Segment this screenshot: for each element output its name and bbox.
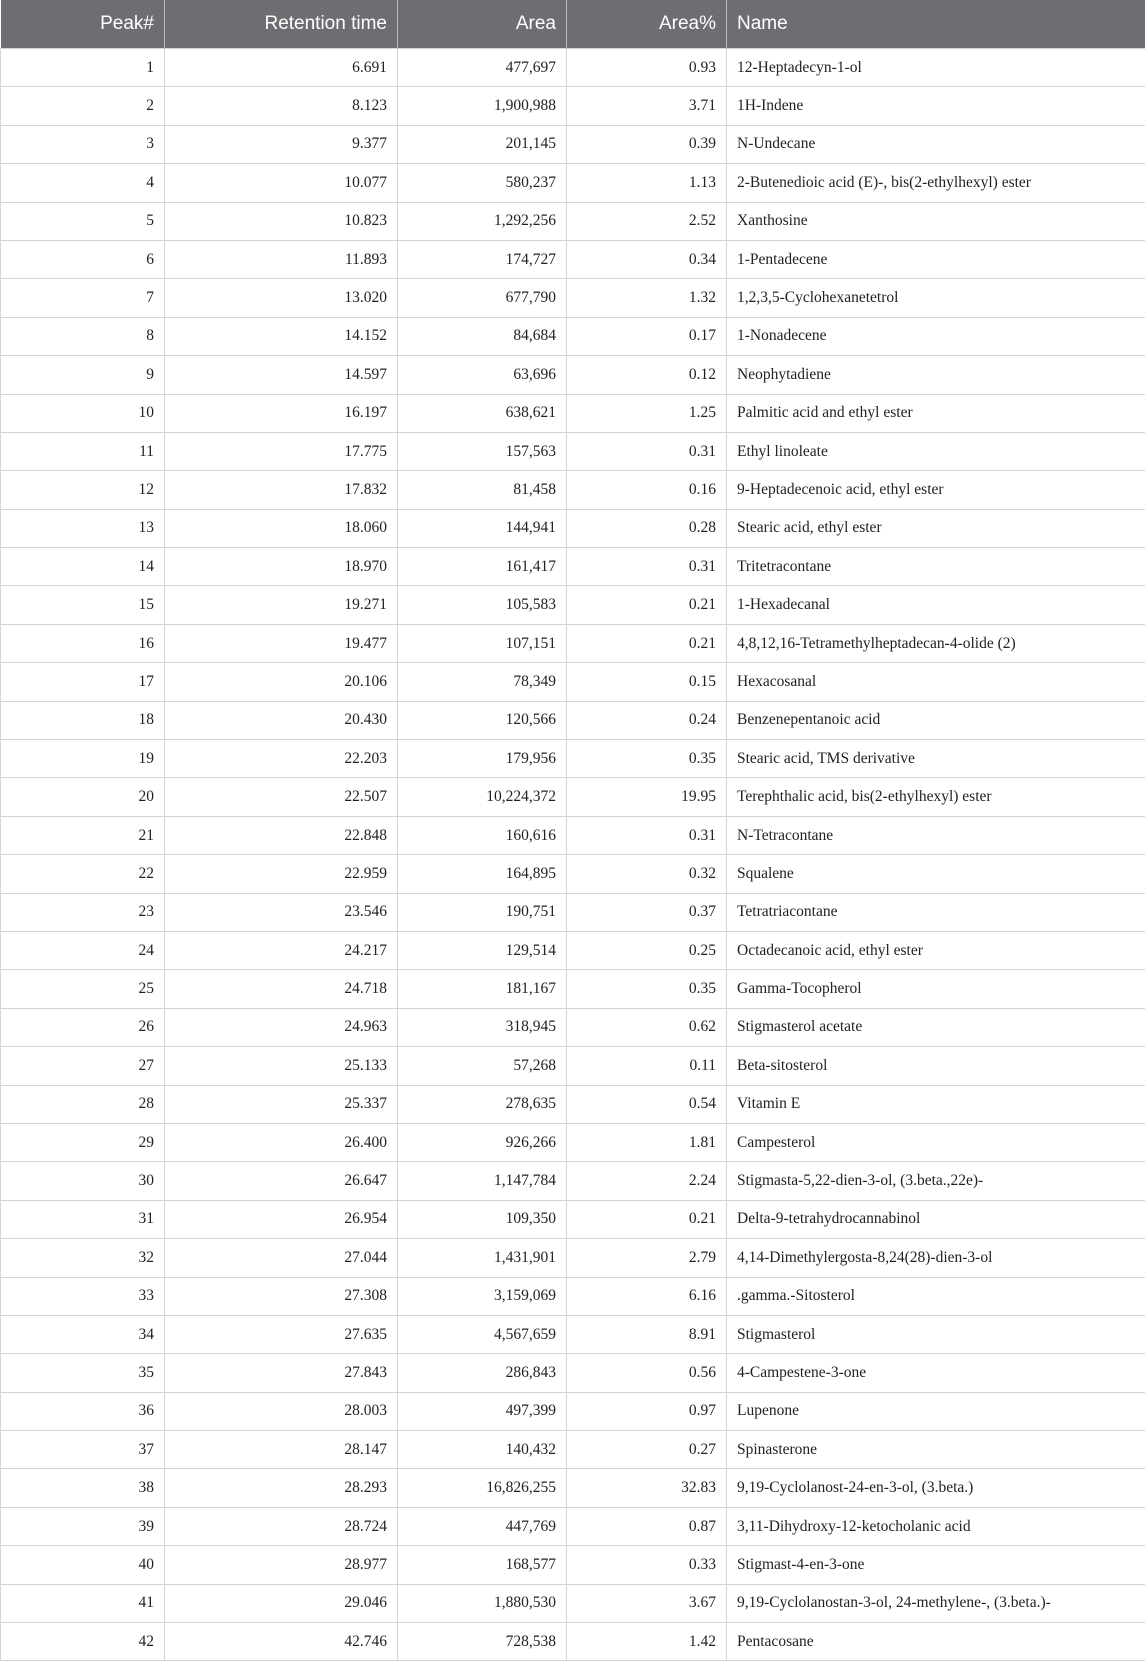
cell-peak: 22 <box>1 855 165 893</box>
table-row <box>1 931 1145 969</box>
cell-peak: 30 <box>1 1162 165 1200</box>
cell-area-percent: 19.95 <box>567 778 727 816</box>
cell-peak: 25 <box>1 970 165 1008</box>
cell-area: 278,635 <box>398 1085 567 1123</box>
cell-peak: 23 <box>1 893 165 931</box>
cell-peak: 34 <box>1 1315 165 1353</box>
cell-retention-time: 42.746 <box>165 1623 398 1661</box>
cell-area: 105,583 <box>398 586 567 624</box>
cell-peak: 31 <box>1 1200 165 1238</box>
cell-area: 1,147,784 <box>398 1162 567 1200</box>
table-row <box>1 240 1145 278</box>
cell-peak: 40 <box>1 1546 165 1584</box>
cell-name: Spinasterone <box>727 1431 1145 1469</box>
cell-peak: 13 <box>1 509 165 547</box>
cell-peak: 17 <box>1 663 165 701</box>
cell-name: Gamma-Tocopherol <box>727 970 1145 1008</box>
cell-area: 57,268 <box>398 1047 567 1085</box>
cell-area-percent: 0.28 <box>567 509 727 547</box>
table-row <box>1 1392 1145 1430</box>
cell-area: 107,151 <box>398 624 567 662</box>
cell-name: Terephthalic acid, bis(2-ethylhexyl) ester <box>727 778 1145 816</box>
cell-peak: 24 <box>1 931 165 969</box>
cell-retention-time: 24.963 <box>165 1008 398 1046</box>
table-row <box>1 663 1145 701</box>
cell-peak: 7 <box>1 279 165 317</box>
cell-peak: 21 <box>1 816 165 854</box>
cell-area-percent: 0.16 <box>567 471 727 509</box>
cell-retention-time: 22.959 <box>165 855 398 893</box>
cell-retention-time: 26.647 <box>165 1162 398 1200</box>
cell-area-percent: 0.87 <box>567 1507 727 1545</box>
cell-area-percent: 0.56 <box>567 1354 727 1392</box>
cell-name: .gamma.-Sitosterol <box>727 1277 1145 1315</box>
cell-area: 1,292,256 <box>398 202 567 240</box>
cell-peak: 15 <box>1 586 165 624</box>
cell-name: Squalene <box>727 855 1145 893</box>
table-row <box>1 1584 1145 1622</box>
cell-area: 1,880,530 <box>398 1584 567 1622</box>
table-row <box>1 1162 1145 1200</box>
cell-name: 3,11-Dihydroxy-12-ketocholanic acid <box>727 1507 1145 1545</box>
cell-peak: 1 <box>1 49 165 87</box>
cell-area-percent: 0.54 <box>567 1085 727 1123</box>
table-row <box>1 432 1145 470</box>
cell-area: 580,237 <box>398 164 567 202</box>
cell-area-percent: 1.42 <box>567 1623 727 1661</box>
cell-area-percent: 1.25 <box>567 394 727 432</box>
cell-peak: 27 <box>1 1047 165 1085</box>
cell-area-percent: 0.32 <box>567 855 727 893</box>
cell-area-percent: 0.97 <box>567 1392 727 1430</box>
cell-area-percent: 2.24 <box>567 1162 727 1200</box>
cell-name: Octadecanoic acid, ethyl ester <box>727 931 1145 969</box>
cell-area: 129,514 <box>398 931 567 969</box>
cell-area: 179,956 <box>398 740 567 778</box>
cell-area-percent: 2.52 <box>567 202 727 240</box>
cell-name: 4,14-Dimethylergosta-8,24(28)-dien-3-ol <box>727 1239 1145 1277</box>
cell-retention-time: 23.546 <box>165 893 398 931</box>
cell-retention-time: 28.977 <box>165 1546 398 1584</box>
table-header <box>1 0 1145 49</box>
table-row <box>1 816 1145 854</box>
cell-area: 286,843 <box>398 1354 567 1392</box>
cell-retention-time: 20.430 <box>165 701 398 739</box>
cell-area-percent: 0.15 <box>567 663 727 701</box>
cell-name: N-Undecane <box>727 125 1145 163</box>
table-row <box>1 624 1145 662</box>
cell-name: 1H-Indene <box>727 87 1145 125</box>
cell-retention-time: 27.044 <box>165 1239 398 1277</box>
cell-area-percent: 2.79 <box>567 1239 727 1277</box>
cell-name: 1,2,3,5-Cyclohexanetetrol <box>727 279 1145 317</box>
cell-retention-time: 19.477 <box>165 624 398 662</box>
table-row <box>1 279 1145 317</box>
table-row <box>1 1507 1145 1545</box>
cell-retention-time: 26.400 <box>165 1123 398 1161</box>
cell-retention-time: 28.724 <box>165 1507 398 1545</box>
cell-area-percent: 0.34 <box>567 240 727 278</box>
cell-name: Vitamin E <box>727 1085 1145 1123</box>
cell-retention-time: 9.377 <box>165 125 398 163</box>
cell-retention-time: 16.197 <box>165 394 398 432</box>
cell-area-percent: 0.31 <box>567 816 727 854</box>
cell-area: 4,567,659 <box>398 1315 567 1353</box>
header-row <box>1 0 1145 49</box>
cell-area-percent: 0.24 <box>567 701 727 739</box>
table-row <box>1 1431 1145 1469</box>
cell-area-percent: 0.62 <box>567 1008 727 1046</box>
cell-peak: 2 <box>1 87 165 125</box>
cell-peak: 29 <box>1 1123 165 1161</box>
cell-retention-time: 10.077 <box>165 164 398 202</box>
cell-peak: 9 <box>1 356 165 394</box>
cell-name: 9,19-Cyclolanostan-3-ol, 24-methylene-, (3.beta.)- <box>727 1584 1145 1622</box>
cell-area-percent: 1.13 <box>567 164 727 202</box>
cell-area: 677,790 <box>398 279 567 317</box>
cell-peak: 3 <box>1 125 165 163</box>
cell-area-percent: 3.71 <box>567 87 727 125</box>
cell-area-percent: 0.27 <box>567 1431 727 1469</box>
table-row <box>1 740 1145 778</box>
cell-area-percent: 0.37 <box>567 893 727 931</box>
cell-name: Stigmasterol <box>727 1315 1145 1353</box>
cell-area: 477,697 <box>398 49 567 87</box>
cell-name: Lupenone <box>727 1392 1145 1430</box>
cell-name: Palmitic acid and ethyl ester <box>727 394 1145 432</box>
table-row <box>1 164 1145 202</box>
table-row <box>1 701 1145 739</box>
cell-area-percent: 0.39 <box>567 125 727 163</box>
cell-peak: 20 <box>1 778 165 816</box>
cell-retention-time: 18.970 <box>165 548 398 586</box>
cell-name: 2-Butenedioic acid (E)-, bis(2-ethylhexyl) ester <box>727 164 1145 202</box>
cell-retention-time: 25.337 <box>165 1085 398 1123</box>
cell-peak: 19 <box>1 740 165 778</box>
table-row <box>1 1085 1145 1123</box>
table-row <box>1 356 1145 394</box>
cell-area-percent: 0.93 <box>567 49 727 87</box>
cell-area: 164,895 <box>398 855 567 893</box>
table-row <box>1 855 1145 893</box>
cell-area-percent: 0.31 <box>567 432 727 470</box>
cell-retention-time: 27.635 <box>165 1315 398 1353</box>
cell-name: Tetratriacontane <box>727 893 1145 931</box>
cell-name: 4,8,12,16-Tetramethylheptadecan-4-olide (2) <box>727 624 1145 662</box>
cell-area: 161,417 <box>398 548 567 586</box>
header-name: Name <box>727 0 1145 49</box>
header-area-percent: Area% <box>567 0 727 49</box>
table-row <box>1 1200 1145 1238</box>
cell-name: Neophytadiene <box>727 356 1145 394</box>
cell-area: 638,621 <box>398 394 567 432</box>
cell-peak: 4 <box>1 164 165 202</box>
cell-area: 109,350 <box>398 1200 567 1238</box>
cell-area-percent: 0.21 <box>567 586 727 624</box>
cell-area-percent: 0.35 <box>567 970 727 1008</box>
cell-retention-time: 11.893 <box>165 240 398 278</box>
cell-peak: 32 <box>1 1239 165 1277</box>
cell-name: Pentacosane <box>727 1623 1145 1661</box>
table-row <box>1 1123 1145 1161</box>
cell-name: 12-Heptadecyn-1-ol <box>727 49 1145 87</box>
cell-peak: 35 <box>1 1354 165 1392</box>
cell-retention-time: 24.217 <box>165 931 398 969</box>
header-area: Area <box>398 0 567 49</box>
cell-name: Tritetracontane <box>727 548 1145 586</box>
cell-area: 1,900,988 <box>398 87 567 125</box>
cell-name: Beta-sitosterol <box>727 1047 1145 1085</box>
cell-area: 10,224,372 <box>398 778 567 816</box>
cell-name: Xanthosine <box>727 202 1145 240</box>
cell-area-percent: 0.12 <box>567 356 727 394</box>
cell-area: 447,769 <box>398 1507 567 1545</box>
cell-area: 728,538 <box>398 1623 567 1661</box>
cell-name: 1-Pentadecene <box>727 240 1145 278</box>
cell-peak: 38 <box>1 1469 165 1507</box>
cell-name: Hexacosanal <box>727 663 1145 701</box>
table-row <box>1 1277 1145 1315</box>
cell-peak: 26 <box>1 1008 165 1046</box>
table-row <box>1 317 1145 355</box>
cell-name: 9-Heptadecenoic acid, ethyl ester <box>727 471 1145 509</box>
cell-peak: 10 <box>1 394 165 432</box>
cell-area: 144,941 <box>398 509 567 547</box>
cell-name: Stearic acid, ethyl ester <box>727 509 1145 547</box>
cell-retention-time: 22.848 <box>165 816 398 854</box>
cell-area-percent: 32.83 <box>567 1469 727 1507</box>
cell-area-percent: 0.11 <box>567 1047 727 1085</box>
cell-retention-time: 18.060 <box>165 509 398 547</box>
cell-area: 318,945 <box>398 1008 567 1046</box>
cell-retention-time: 28.003 <box>165 1392 398 1430</box>
cell-retention-time: 22.203 <box>165 740 398 778</box>
table-row <box>1 970 1145 1008</box>
cell-retention-time: 20.106 <box>165 663 398 701</box>
cell-retention-time: 28.147 <box>165 1431 398 1469</box>
cell-area-percent: 0.31 <box>567 548 727 586</box>
cell-retention-time: 6.691 <box>165 49 398 87</box>
cell-area-percent: 0.25 <box>567 931 727 969</box>
cell-area-percent: 0.35 <box>567 740 727 778</box>
cell-peak: 14 <box>1 548 165 586</box>
cell-retention-time: 28.293 <box>165 1469 398 1507</box>
table-row <box>1 1469 1145 1507</box>
cell-area: 157,563 <box>398 432 567 470</box>
cell-name: Campesterol <box>727 1123 1145 1161</box>
cell-area: 190,751 <box>398 893 567 931</box>
cell-name: Stearic acid, TMS derivative <box>727 740 1145 778</box>
table-row <box>1 1315 1145 1353</box>
cell-name: 4-Campestene-3-one <box>727 1354 1145 1392</box>
table-row <box>1 49 1145 87</box>
cell-area: 497,399 <box>398 1392 567 1430</box>
table-row <box>1 87 1145 125</box>
cell-retention-time: 19.271 <box>165 586 398 624</box>
cell-area-percent: 8.91 <box>567 1315 727 1353</box>
cell-name: 1-Nonadecene <box>727 317 1145 355</box>
cell-area: 120,566 <box>398 701 567 739</box>
cell-area-percent: 1.81 <box>567 1123 727 1161</box>
cell-retention-time: 14.152 <box>165 317 398 355</box>
cell-peak: 6 <box>1 240 165 278</box>
cell-peak: 11 <box>1 432 165 470</box>
cell-area: 926,266 <box>398 1123 567 1161</box>
table-row <box>1 893 1145 931</box>
cell-name: Stigmast-4-en-3-one <box>727 1546 1145 1584</box>
table-body <box>1 49 1145 1661</box>
table-row <box>1 778 1145 816</box>
table-row <box>1 586 1145 624</box>
cell-retention-time: 27.308 <box>165 1277 398 1315</box>
table-row <box>1 471 1145 509</box>
cell-area: 160,616 <box>398 816 567 854</box>
cell-peak: 16 <box>1 624 165 662</box>
cell-name: N-Tetracontane <box>727 816 1145 854</box>
cell-retention-time: 8.123 <box>165 87 398 125</box>
cell-area: 168,577 <box>398 1546 567 1584</box>
cell-name: Benzenepentanoic acid <box>727 701 1145 739</box>
table-row <box>1 1623 1145 1661</box>
cell-area-percent: 1.32 <box>567 279 727 317</box>
header-peak: Peak# <box>1 0 165 49</box>
cell-area-percent: 0.17 <box>567 317 727 355</box>
cell-retention-time: 13.020 <box>165 279 398 317</box>
cell-area-percent: 3.67 <box>567 1584 727 1622</box>
cell-area: 84,684 <box>398 317 567 355</box>
table-row <box>1 509 1145 547</box>
cell-area: 63,696 <box>398 356 567 394</box>
cell-peak: 36 <box>1 1392 165 1430</box>
table-row <box>1 1008 1145 1046</box>
cell-area: 1,431,901 <box>398 1239 567 1277</box>
cell-retention-time: 17.775 <box>165 432 398 470</box>
cell-peak: 39 <box>1 1507 165 1545</box>
cell-retention-time: 10.823 <box>165 202 398 240</box>
cell-area-percent: 0.21 <box>567 1200 727 1238</box>
cell-area: 16,826,255 <box>398 1469 567 1507</box>
cell-peak: 28 <box>1 1085 165 1123</box>
cell-name: 1-Hexadecanal <box>727 586 1145 624</box>
cell-peak: 37 <box>1 1431 165 1469</box>
table-row <box>1 125 1145 163</box>
table-row <box>1 548 1145 586</box>
table-row <box>1 1354 1145 1392</box>
table-row <box>1 1239 1145 1277</box>
cell-area: 181,167 <box>398 970 567 1008</box>
cell-name: Ethyl linoleate <box>727 432 1145 470</box>
cell-peak: 12 <box>1 471 165 509</box>
cell-peak: 42 <box>1 1623 165 1661</box>
cell-retention-time: 14.597 <box>165 356 398 394</box>
cell-area-percent: 0.33 <box>567 1546 727 1584</box>
cell-name: 9,19-Cyclolanost-24-en-3-ol, (3.beta.) <box>727 1469 1145 1507</box>
cell-retention-time: 26.954 <box>165 1200 398 1238</box>
table-row <box>1 1047 1145 1085</box>
cell-name: Stigmasta-5,22-dien-3-ol, (3.beta.,22e)- <box>727 1162 1145 1200</box>
table-row <box>1 394 1145 432</box>
header-retention-time: Retention time <box>165 0 398 49</box>
cell-area: 174,727 <box>398 240 567 278</box>
cell-area-percent: 0.21 <box>567 624 727 662</box>
cell-peak: 33 <box>1 1277 165 1315</box>
cell-retention-time: 17.832 <box>165 471 398 509</box>
table-row <box>1 202 1145 240</box>
cell-retention-time: 24.718 <box>165 970 398 1008</box>
cell-retention-time: 25.133 <box>165 1047 398 1085</box>
cell-retention-time: 27.843 <box>165 1354 398 1392</box>
cell-peak: 18 <box>1 701 165 739</box>
cell-area-percent: 6.16 <box>567 1277 727 1315</box>
cell-area: 78,349 <box>398 663 567 701</box>
cell-peak: 8 <box>1 317 165 355</box>
cell-peak: 41 <box>1 1584 165 1622</box>
cell-name: Delta-9-tetrahydrocannabinol <box>727 1200 1145 1238</box>
cell-retention-time: 22.507 <box>165 778 398 816</box>
cell-area: 3,159,069 <box>398 1277 567 1315</box>
cell-retention-time: 29.046 <box>165 1584 398 1622</box>
table-row <box>1 1546 1145 1584</box>
cell-peak: 5 <box>1 202 165 240</box>
cell-area: 81,458 <box>398 471 567 509</box>
cell-name: Stigmasterol acetate <box>727 1008 1145 1046</box>
cell-area: 201,145 <box>398 125 567 163</box>
cell-area: 140,432 <box>398 1431 567 1469</box>
